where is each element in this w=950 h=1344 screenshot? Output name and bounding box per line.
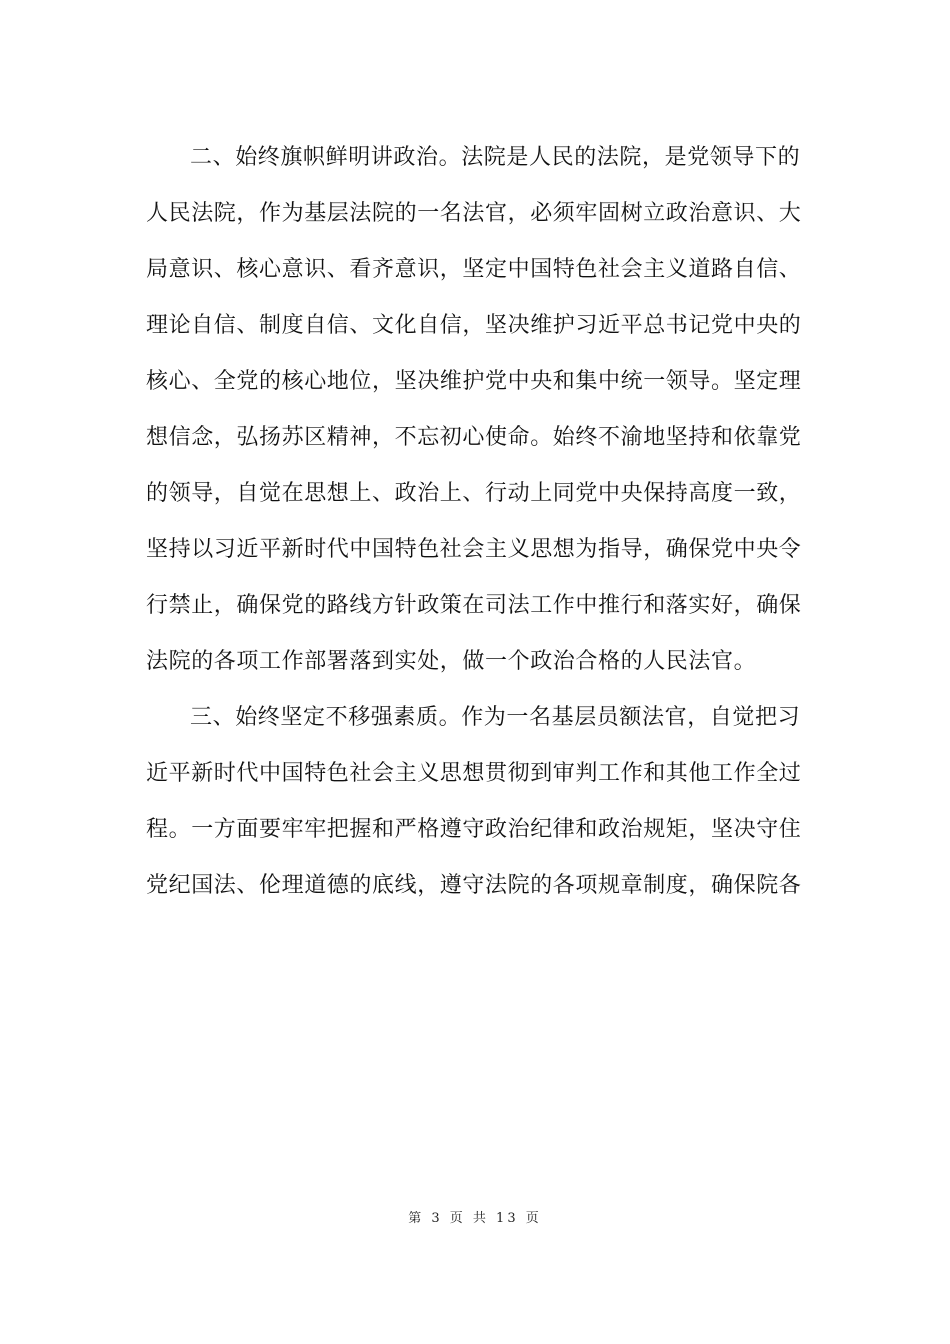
paragraph-line: 理论自信、制度自信、文化自信，坚决维护习近平总书记党中央的 (146, 313, 802, 338)
paragraph-line: 二、始终旗帜鲜明讲政治。法院是人民的法院，是党领导下的 (190, 145, 801, 170)
paragraph-line: 行禁止，确保党的路线方针政策在司法工作中推行和落实好，确保 (146, 593, 802, 618)
document-body (146, 130, 806, 914)
paragraph-line: 程。一方面要牢牢把握和严格遵守政治纪律和政治规矩，坚决守住 (146, 817, 802, 842)
paragraph-section-three (146, 690, 806, 914)
page-number-label: 第 3 页 共 13 页 (408, 1211, 542, 1226)
paragraph-line: 想信念，弘扬苏区精神，不忘初心使命。始终不渝地坚持和依靠党 (146, 425, 802, 450)
page-footer (0, 1207, 950, 1226)
paragraph-line: 法院的各项工作部署落到实处，做一个政治合格的人民法官。 (146, 649, 757, 674)
paragraph-line: 坚持以习近平新时代中国特色社会主义思想为指导，确保党中央令 (146, 537, 802, 562)
paragraph-line: 党纪国法、伦理道德的底线，遵守法院的各项规章制度，确保院各 (146, 873, 802, 898)
paragraph-line: 近平新时代中国特色社会主义思想贯彻到审判工作和其他工作全过 (146, 761, 802, 786)
paragraph-section-two (146, 130, 806, 690)
paragraph-line: 三、始终坚定不移强素质。作为一名基层员额法官，自觉把习 (190, 705, 801, 730)
paragraph-line: 人民法院，作为基层法院的一名法官，必须牢固树立政治意识、大 (146, 201, 802, 226)
paragraph-line: 核心、全党的核心地位，坚决维护党中央和集中统一领导。坚定理 (146, 369, 802, 394)
paragraph-line: 的领导，自觉在思想上、政治上、行动上同党中央保持高度一致， (146, 481, 802, 506)
paragraph-line: 局意识、核心意识、看齐意识，坚定中国特色社会主义道路自信、 (146, 257, 802, 282)
